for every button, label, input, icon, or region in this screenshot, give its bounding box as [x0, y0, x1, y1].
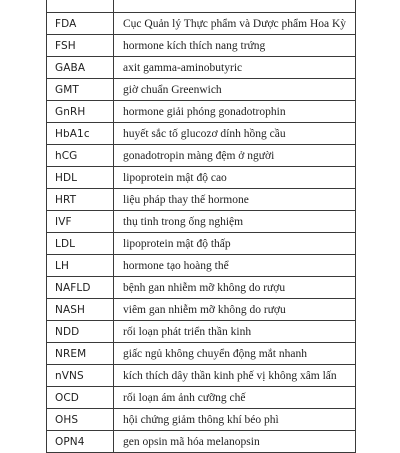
meaning-cell: liệu pháp thay thế hormone: [114, 189, 356, 211]
meaning-cell: hội chứng giảm thông khí béo phì: [114, 409, 356, 431]
table-row: [47, 387, 356, 409]
abbreviation-cell: NDD: [47, 321, 114, 343]
meaning-cell: kích thích dây thần kinh phế vị không xâm lấn: [114, 365, 356, 387]
abbreviation-cell: HDL: [47, 167, 114, 189]
table-row: [47, 431, 356, 453]
table-row: [47, 299, 356, 321]
table-row: [47, 321, 356, 343]
meaning-cell: huyết sắc tố glucozơ dính hồng cầu: [114, 123, 356, 145]
table-row: [47, 189, 356, 211]
table-row: [47, 365, 356, 387]
abbreviation-cell: FSH: [47, 35, 114, 57]
table-row: [47, 0, 356, 13]
meaning-cell: giấc ngủ không chuyển động mắt nhanh: [114, 343, 356, 365]
meaning-cell: hormone giải phóng gonadotrophin: [114, 101, 356, 123]
abbreviation-cell: LDL: [47, 233, 114, 255]
table-row: [47, 255, 356, 277]
abbreviation-cell: GMT: [47, 79, 114, 101]
table-row: [47, 101, 356, 123]
document-page: [46, 0, 356, 448]
meaning-cell: axit gamma-aminobutyric: [114, 57, 356, 79]
abbreviation-cell: IVF: [47, 211, 114, 233]
meaning-cell: [114, 0, 356, 13]
table-row: [47, 277, 356, 299]
table-row: [47, 35, 356, 57]
table-row: [47, 343, 356, 365]
abbreviation-cell: GnRH: [47, 101, 114, 123]
abbreviation-cell: NASH: [47, 299, 114, 321]
abbreviation-cell: OCD: [47, 387, 114, 409]
meaning-cell: giờ chuẩn Greenwich: [114, 79, 356, 101]
table-row: [47, 233, 356, 255]
table-row: [47, 79, 356, 101]
abbreviation-cell: [47, 0, 114, 13]
abbreviation-cell: HRT: [47, 189, 114, 211]
abbreviation-cell: NREM: [47, 343, 114, 365]
meaning-cell: lipoprotein mật độ cao: [114, 167, 356, 189]
abbreviation-cell: hCG: [47, 145, 114, 167]
abbreviation-cell: LH: [47, 255, 114, 277]
meaning-cell: rối loạn ám ảnh cưỡng chế: [114, 387, 356, 409]
table-row: [47, 211, 356, 233]
table-row: [47, 13, 356, 35]
meaning-cell: rối loạn phát triển thần kinh: [114, 321, 356, 343]
meaning-cell: lipoprotein mật độ thấp: [114, 233, 356, 255]
meaning-cell: gonadotropin màng đệm ở người: [114, 145, 356, 167]
table-row: [47, 123, 356, 145]
meaning-cell: thụ tinh trong ống nghiệm: [114, 211, 356, 233]
abbreviation-cell: GABA: [47, 57, 114, 79]
meaning-cell: bệnh gan nhiễm mỡ không do rượu: [114, 277, 356, 299]
table-row: [47, 409, 356, 431]
meaning-cell: gen opsin mã hóa melanopsin: [114, 431, 356, 453]
abbreviation-cell: NAFLD: [47, 277, 114, 299]
table-body: [47, 0, 356, 453]
table-row: [47, 57, 356, 79]
abbreviation-cell: OHS: [47, 409, 114, 431]
table-row: [47, 167, 356, 189]
meaning-cell: Cục Quản lý Thực phẩm và Dược phẩm Hoa Kỳ: [114, 13, 356, 35]
abbreviation-cell: nVNS: [47, 365, 114, 387]
abbreviation-cell: FDA: [47, 13, 114, 35]
abbreviation-cell: HbA1c: [47, 123, 114, 145]
table-row: [47, 145, 356, 167]
meaning-cell: hormone kích thích nang trứng: [114, 35, 356, 57]
abbreviation-cell: OPN4: [47, 431, 114, 453]
meaning-cell: viêm gan nhiễm mỡ không do rượu: [114, 299, 356, 321]
abbreviation-table: [46, 0, 356, 453]
meaning-cell: hormone tạo hoàng thể: [114, 255, 356, 277]
